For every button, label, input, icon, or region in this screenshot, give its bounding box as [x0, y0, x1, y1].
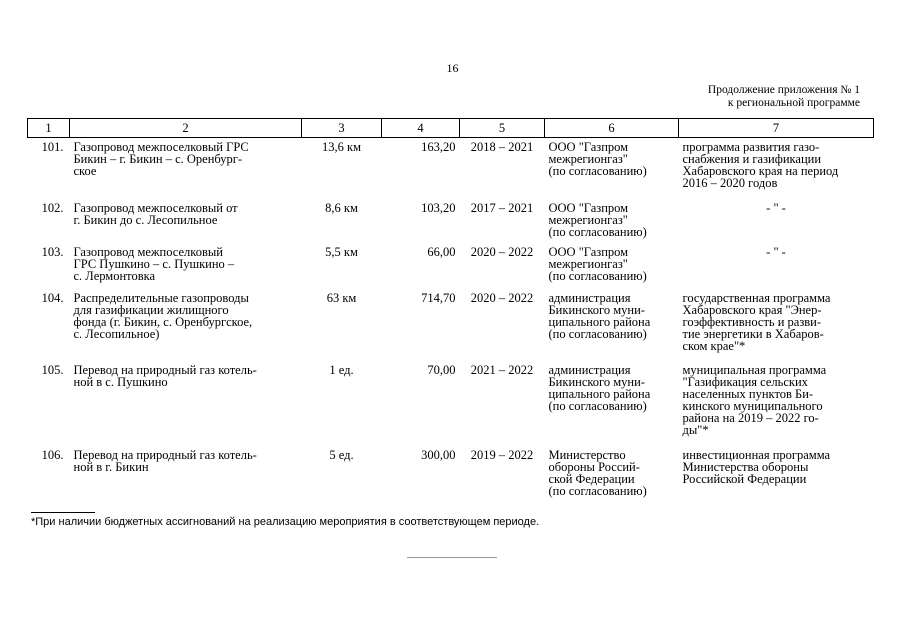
- appendix-caption: [708, 84, 860, 110]
- period: 2019 – 2022: [470, 447, 534, 462]
- header-cell-4: 4: [382, 119, 460, 138]
- table-row: [28, 138, 874, 199]
- program-ditto: - " -: [766, 244, 786, 259]
- amount: 300,00: [421, 447, 456, 462]
- executor: ООО "Газпром межрегионгаз" (по согласованию): [548, 244, 647, 283]
- period: 2021 – 2022: [470, 362, 534, 377]
- object-name: Перевод на природный газ котель- ной в с. Пушкино: [73, 362, 257, 389]
- row-number: 102.: [41, 200, 64, 215]
- executor: администрация Бикинского муни- ципального района (по согласованию): [548, 362, 651, 413]
- header-cell-6: 6: [545, 119, 679, 138]
- table-header-row: [28, 119, 874, 138]
- object-name: Газопровод межпоселковый от г. Бикин до с. Лесопильное: [73, 200, 238, 227]
- page-number: 16: [446, 61, 459, 75]
- executor: ООО "Газпром межрегионгаз" (по согласованию): [548, 140, 647, 178]
- amount: 714,70: [421, 290, 456, 305]
- object-name: Перевод на природный газ котель- ной в г. Бикин: [73, 447, 257, 474]
- object-name: Газопровод межпоселковый ГРС Бикин – г. Бикин – с. Оренбург- ское: [73, 140, 249, 178]
- amount: 66,00: [427, 244, 456, 259]
- header-cell-2: 2: [70, 119, 302, 138]
- quantity: 13,6 км: [322, 140, 361, 154]
- end-separator: [407, 557, 497, 558]
- executor: администрация Бикинского муни- ципального района (по согласованию): [548, 290, 651, 341]
- footnote-separator: [31, 512, 95, 513]
- header-cell-5: 5: [460, 119, 545, 138]
- program: программа развития газо- снабжения и газификации Хабаровского края на период 2016 – 2020 годов: [682, 140, 839, 190]
- row-number: 106.: [41, 447, 64, 462]
- quantity: 5,5 км: [325, 244, 358, 259]
- period: 2017 – 2021: [470, 200, 534, 215]
- row-number: 103.: [41, 244, 64, 259]
- quantity: 8,6 км: [325, 200, 358, 215]
- period: 2018 – 2021: [470, 140, 534, 154]
- program: муниципальная программа "Газификация сельских населенных пунктов Би- кинского муниципального района на 2019 – 2022 го- ды"*: [682, 362, 827, 437]
- row-number: 105.: [41, 362, 64, 377]
- program-ditto: - " -: [766, 200, 786, 215]
- row-number: 101.: [41, 140, 64, 154]
- period: 2020 – 2022: [470, 290, 534, 305]
- amount: 103,20: [421, 200, 456, 215]
- quantity: 63 км: [326, 290, 357, 305]
- appendix-line-2: к региональной программе: [727, 97, 860, 109]
- quantity: 1 ед.: [329, 362, 354, 377]
- table-row: [28, 289, 874, 361]
- program-table: [27, 118, 874, 508]
- object-name: Газопровод межпоселковый ГРС Пушкино – с. Пушкино – с. Лермонтовка: [73, 244, 235, 283]
- table-row: [28, 361, 874, 446]
- executor: ООО "Газпром межрегионгаз" (по согласованию): [548, 200, 647, 239]
- table-row: [28, 243, 874, 289]
- table-row: [28, 199, 874, 243]
- amount: 163,20: [421, 140, 456, 154]
- header-cell-7: 7: [679, 119, 874, 138]
- amount: 70,00: [427, 362, 456, 377]
- quantity: 5 ед.: [329, 447, 354, 462]
- executor: Министерство обороны Россий- ской Федерации (по согласованию): [548, 447, 647, 498]
- header-cell-3: 3: [302, 119, 382, 138]
- appendix-line-1: Продолжение приложения № 1: [707, 84, 860, 96]
- header-cell-1: 1: [28, 119, 70, 138]
- period: 2020 – 2022: [470, 244, 534, 259]
- row-number: 104.: [41, 290, 64, 305]
- footnote: *При наличии бюджетных ассигнований на реализацию мероприятия в соответствующем периоде.: [31, 516, 540, 528]
- program: инвестиционная программа Министерства обороны Российской Федерации: [682, 447, 831, 486]
- object-name: Распределительные газопроводы для газификации жилищного фонда (г. Бикин, с. Оренбургское, с. Лесопильное): [73, 290, 253, 341]
- program: государственная программа Хабаровского края "Энер- гоэффективность и разви- тие энергетики в Хабаров- ском крае"*: [682, 290, 831, 353]
- table-row: [28, 446, 874, 508]
